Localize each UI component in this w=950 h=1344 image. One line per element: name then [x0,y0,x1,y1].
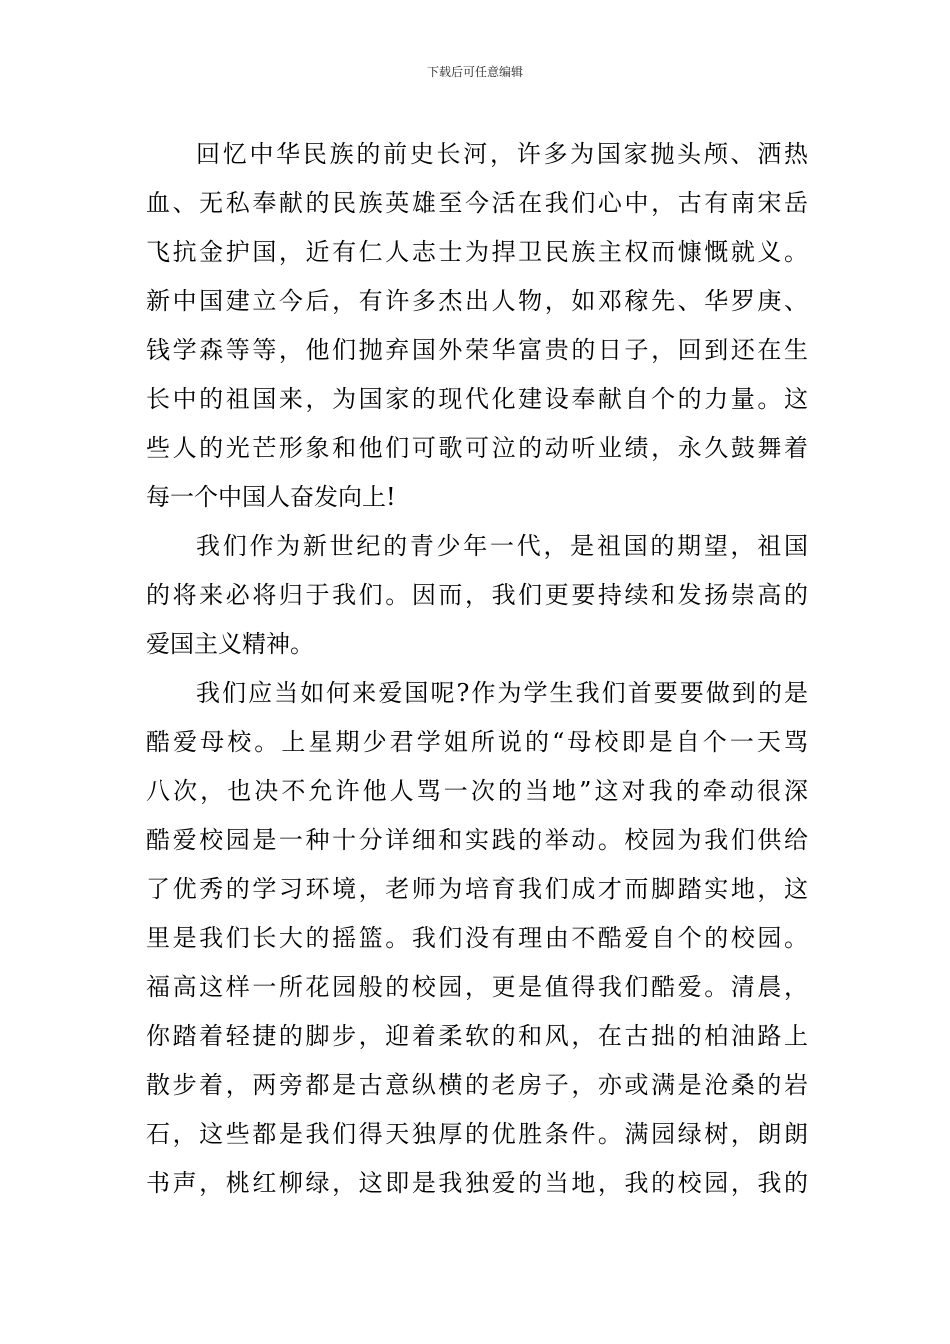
text-line: 酷爱校园是一种十分详细和实践的举动。校园为我们供给 [146,826,808,854]
text-line: 八次，也决不允许他人骂一次的当地”这对我的牵动很深 [146,777,808,805]
text-line: 石，这些都是我们得天独厚的优胜条件。满园绿树，朗朗 [146,1120,808,1148]
text-line: 里是我们长大的摇篮。我们没有理由不酷爱自个的校园。 [146,924,808,952]
text-line: 的将来必将归于我们。因而，我们更要持续和发扬崇高的 [146,581,808,609]
text-line: 你踏着轻捷的脚步，迎着柔软的和风，在古拙的柏油路上 [146,1022,808,1050]
text-line: 书声，桃红柳绿，这即是我独爱的当地，我的校园，我的 [146,1169,808,1197]
text-line: 些人的光芒形象和他们可歌可泣的动听业绩，永久鼓舞着 [146,434,808,462]
text-line: 每一个中国人奋发向上! [146,483,396,511]
text-line: 了优秀的学习环境，老师为培育我们成才而脚踏实地，这 [146,875,808,903]
text-line: 酷爱母校。上星期少君学姐所说的“母校即是自个一天骂 [146,728,808,756]
text-line: 爱国主义精神。 [146,630,314,658]
text-line: 飞抗金护国，近有仁人志士为捍卫民族主权而慷慨就义。 [146,238,808,266]
text-line: 散步着，两旁都是古意纵横的老房子，亦或满是沧桑的岩 [146,1071,808,1099]
text-line: 福高这样一所花园般的校园，更是值得我们酷爱。清晨， [146,973,808,1001]
body-text [146,130,808,1208]
text-line: 长中的祖国来，为国家的现代化建设奉献自个的力量。这 [146,385,808,413]
text-line: 血、无私奉献的民族英雄至今活在我们心中，古有南宋岳 [146,189,808,217]
text-line: 回忆中华民族的前史长河，许多为国家抛头颅、洒热 [196,140,808,168]
text-line: 我们应当如何来爱国呢?作为学生我们首要要做到的是 [196,679,808,707]
page-header: 下载后可任意编辑 [426,65,523,79]
text-line: 钱学森等等，他们抛弃国外荣华富贵的日子，回到还在生 [146,336,808,364]
text-line: 新中国建立今后，有许多杰出人物，如邓稼先、华罗庚、 [146,287,808,315]
text-line: 我们作为新世纪的青少年一代，是祖国的期望，祖国 [196,532,808,560]
